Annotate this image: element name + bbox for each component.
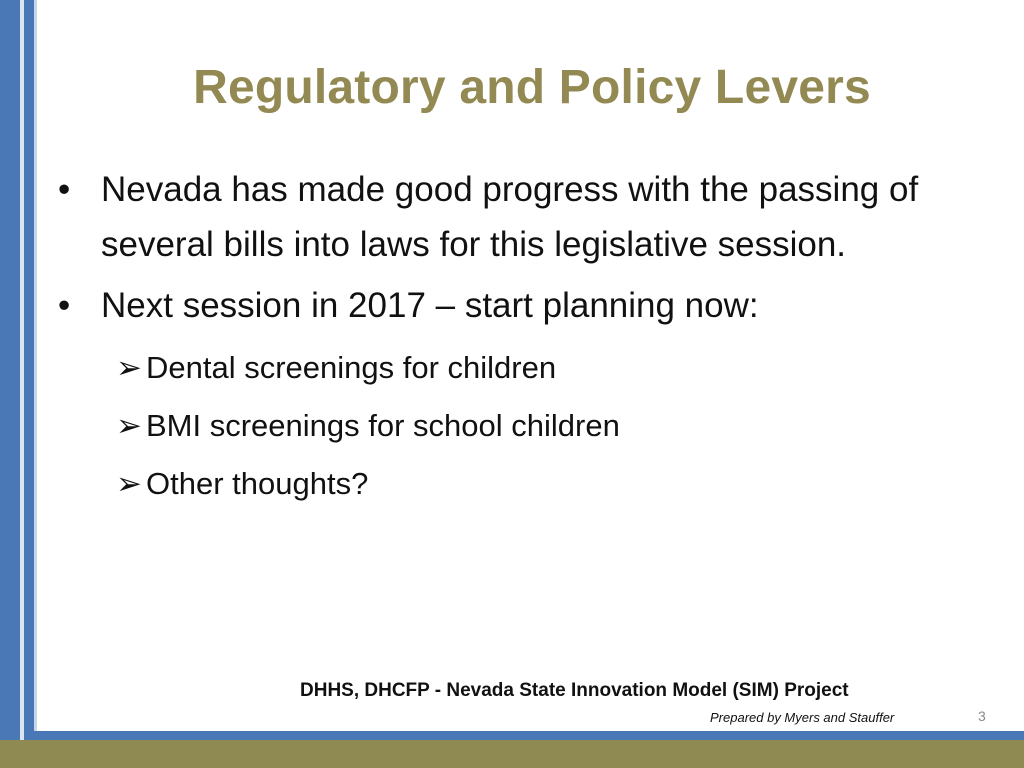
bottom-accent-olive bbox=[34, 740, 1024, 768]
arrow-bullet-icon: ➢ bbox=[116, 466, 142, 501]
bullet-text: Nevada has made good progress with the passing of several bills into laws for this legislative session. bbox=[101, 170, 919, 264]
sub-bullet-item bbox=[56, 455, 956, 513]
slide-title: Regulatory and Policy Levers bbox=[193, 61, 871, 114]
bullet-marker: • bbox=[58, 286, 71, 325]
bullet-marker: • bbox=[58, 170, 71, 209]
bottom-left-accent bbox=[0, 740, 34, 768]
sub-bullet-text: BMI screenings for school children bbox=[146, 408, 620, 443]
sub-bullet-text: Dental screenings for children bbox=[146, 350, 557, 385]
bottom-accent-blue bbox=[34, 731, 1024, 740]
left-accent-bar bbox=[0, 0, 20, 740]
bullet-item bbox=[56, 162, 956, 272]
bullet-text: Next session in 2017 – start planning now: bbox=[101, 286, 759, 325]
sub-bullet-item bbox=[56, 339, 956, 397]
bullet-item bbox=[56, 278, 956, 333]
page-number: 3 bbox=[978, 708, 986, 724]
sub-bullet-item bbox=[56, 397, 956, 455]
footer-prepared-by: Prepared by Myers and Stauffer bbox=[710, 710, 895, 725]
arrow-bullet-icon: ➢ bbox=[116, 350, 142, 385]
sub-bullet-text: Other thoughts? bbox=[146, 466, 369, 501]
arrow-bullet-icon: ➢ bbox=[116, 408, 142, 443]
left-accent-edge bbox=[34, 0, 37, 740]
left-accent-bar-inner bbox=[24, 0, 34, 740]
bullet-list bbox=[56, 162, 956, 513]
footer-project: DHHS, DHCFP - Nevada State Innovation Model (SIM) Project bbox=[300, 680, 849, 701]
